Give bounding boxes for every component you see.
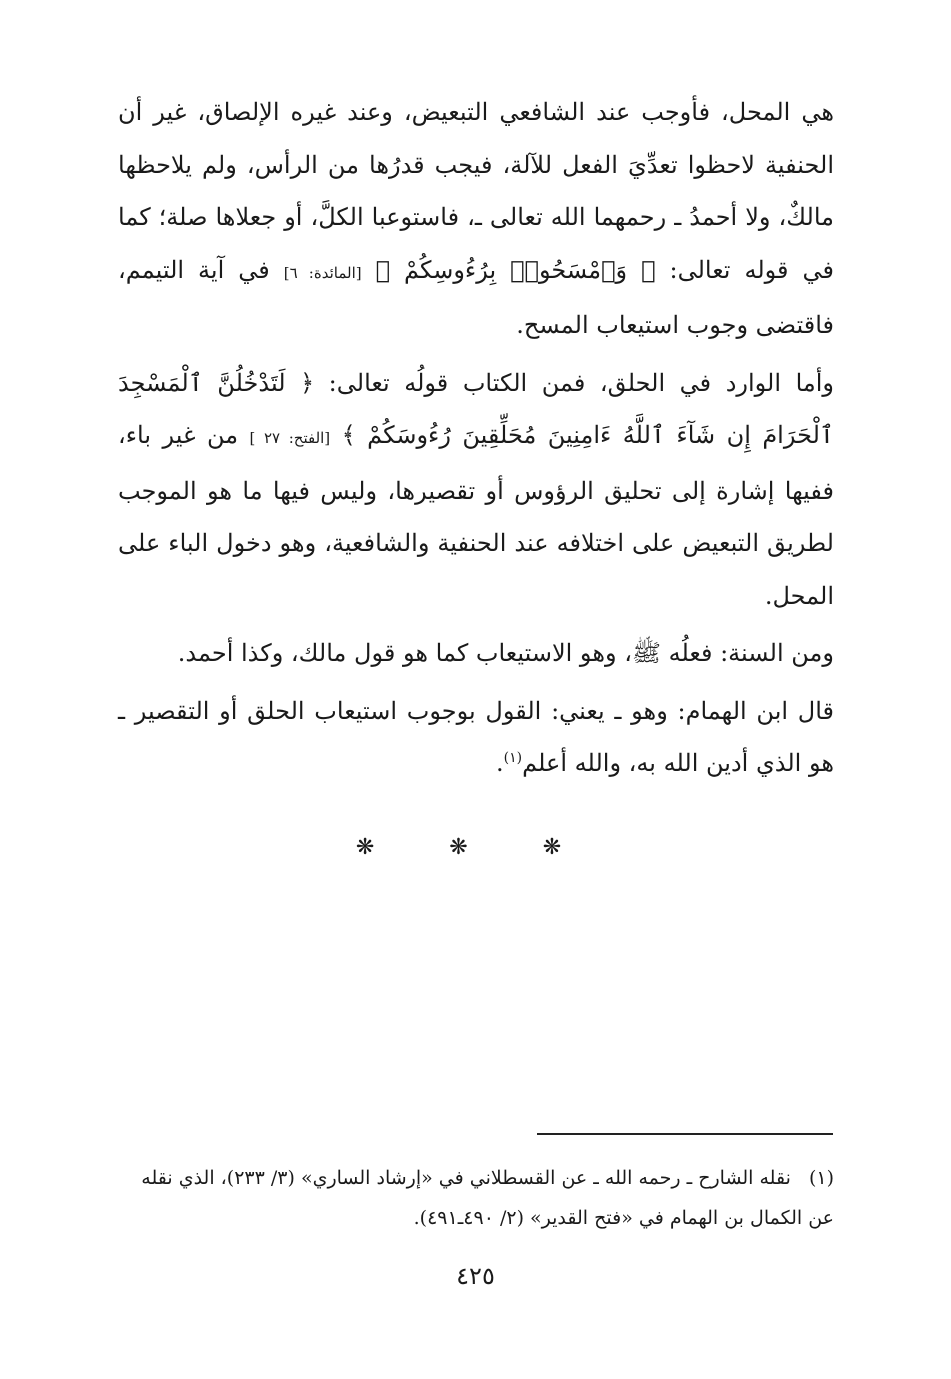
footnote-text: نقله الشارح ـ رحمه الله ـ عن القسطلاني في «إرشاد الساري» (٣/ ٢٣٣)، الذي نقله عن الكمال بن الهمام في «فتح القدير» (٢/ ٤٩٠ـ٤٩١). — [141, 1167, 834, 1229]
quran-reference: [الفتح: ٢٧ ] — [249, 429, 331, 447]
paragraph-3 — [118, 627, 834, 680]
paragraph-1 — [118, 86, 834, 352]
paragraph-text-continued: من غير باء، ففيها إشارة إلى تحليق الرؤوس أو تقصيرها، وليس فيها ما هو الموجب لطريق التبعيض على اختلافه عند الحنفية والشافعية، وهو دخول الباء على المحل. — [118, 421, 834, 610]
footnote-number: (١) — [808, 1167, 834, 1189]
page-number: ٤٢٥ — [456, 1262, 495, 1290]
main-text-body — [118, 86, 834, 795]
footnote-divider — [537, 1133, 833, 1135]
paragraph-2 — [118, 357, 834, 623]
paragraph-text: وأما الوارد في الحلق، فمن الكتاب قولُه تعالى: ﴿ لَتَدْخُلُنَّ ٱلْمَسْجِدَ ٱلْحَرَامَ إِن شَآءَ ٱللَّهُ ءَامِنِينَ مُحَلِّقِينَ رُءُوسَكُمْ ﴾ — [118, 368, 835, 449]
paragraph-text-continued: في آية التيمم، فاقتضى وجوب استيعاب المسح. — [118, 255, 834, 339]
quran-reference: [المائدة: ٦] — [283, 263, 362, 282]
paragraph-text: هي المحل، فأوجب عند الشافعي التبعيض، وعند غيره الإلصاق، غير أن الحنفية لاحظوا تعدِّيَ الفعل للآلة، فيجب قدرُها من الرأس، ولم يلاحظها مالكٌ، ولا أحمدُ ـ رحمهما الله تعالى ـ، فاستوعبا الكلَّ، أو جعلاها صلة؛ كما في قوله تعالى: ﴿ وَٱمْسَحُوا۟ بِرُءُوسِكُمْ ﴾ — [118, 98, 834, 284]
paragraph-text: ومن السنة: فعلُه ﷺ، وهو الاستيعاب كما هو قول مالك، وكذا أحمد. — [177, 639, 834, 667]
paragraph-text: قال ابن الهمام: وهو ـ يعني: القول بوجوب استيعاب الحلق أو التقصير ـ هو الذي أدين الله به، والله أعلم — [118, 696, 834, 777]
footnote-marker[interactable]: (١) — [503, 750, 523, 766]
paragraph-end: . — [496, 749, 504, 777]
paragraph-4 — [118, 685, 834, 790]
footnote — [118, 1158, 834, 1238]
section-separator: ❋ ❋ ❋ — [355, 835, 596, 860]
